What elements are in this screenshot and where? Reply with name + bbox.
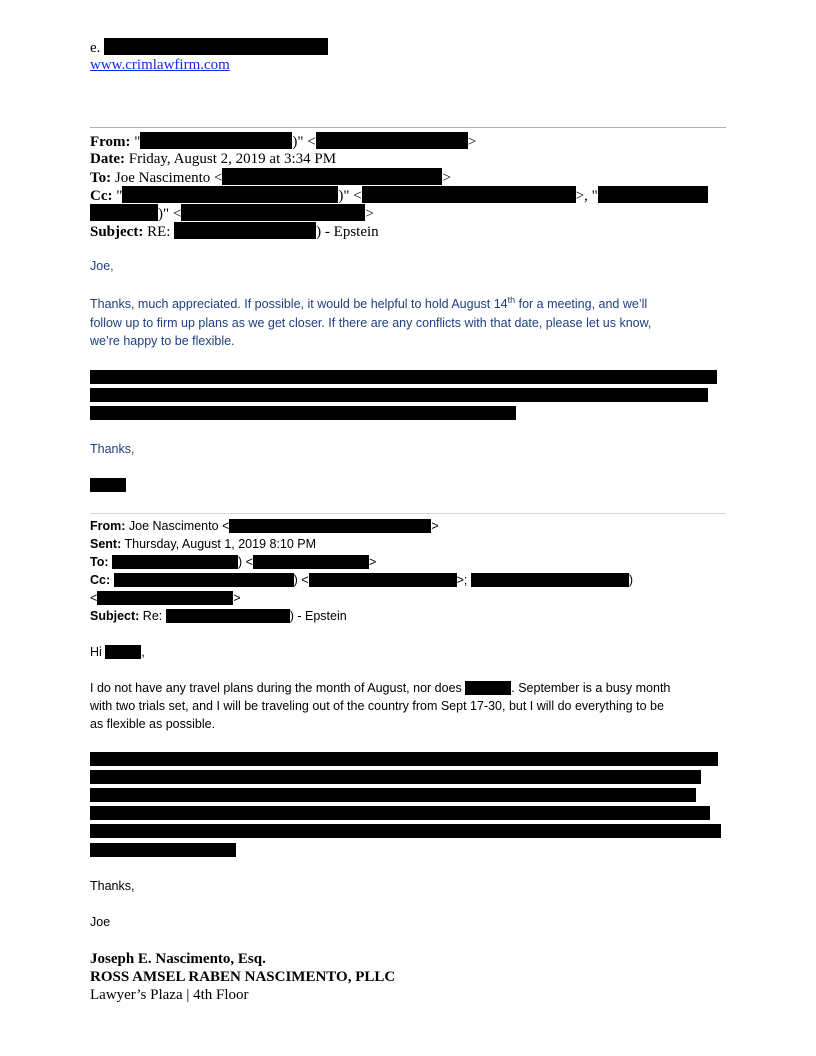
redaction-block xyxy=(90,824,721,838)
redaction-block xyxy=(90,843,236,857)
redaction-block xyxy=(90,770,701,784)
to-name: Joe Nascimento xyxy=(114,170,211,186)
redaction xyxy=(105,645,141,659)
redaction xyxy=(166,609,290,623)
redaction-block xyxy=(90,806,710,820)
divider xyxy=(90,513,726,514)
email2-body-line-1 xyxy=(90,679,670,697)
signature-address: Lawyer’s Plaza | 4th Floor xyxy=(90,987,249,1003)
email2-closing: Thanks, xyxy=(90,879,135,893)
email-address-line xyxy=(90,38,328,57)
email2-body-text: I do not have any travel plans during the month of August, nor does xyxy=(90,681,462,695)
sent-value: Thursday, August 1, 2019 8:10 PM xyxy=(124,537,317,551)
redaction-block xyxy=(90,752,718,766)
email1-closing: Thanks, xyxy=(90,442,135,456)
subject-suffix: ) - Epstein xyxy=(289,609,347,623)
redaction xyxy=(316,132,468,149)
to-label: To: xyxy=(90,170,112,186)
redaction xyxy=(112,555,238,569)
redaction xyxy=(140,132,292,149)
email1-to-line: To: Joe Nascimento < > xyxy=(90,170,451,186)
redaction-block xyxy=(90,406,516,420)
redaction-block xyxy=(90,388,708,402)
redaction xyxy=(174,222,316,239)
email2-to-line: To: ) < > xyxy=(90,555,377,569)
redaction xyxy=(181,204,365,221)
email2-body-line-2: with two trials set, and I will be traveling out of the country from Sept 17-30, but I will do everything to be xyxy=(90,699,664,713)
email1-body-line-3: we’re happy to be flexible. xyxy=(90,334,235,348)
redaction xyxy=(90,204,158,221)
redaction xyxy=(309,573,457,587)
email1-greeting: Joe, xyxy=(90,259,114,273)
redaction-block xyxy=(90,478,126,492)
email1-body-text-cont: for a meeting, and we’ll xyxy=(515,297,648,311)
redaction xyxy=(471,573,629,587)
sent-label: Sent: xyxy=(90,537,122,551)
to-label: To: xyxy=(90,555,109,569)
signature-firm: ROSS AMSEL RABEN NASCIMENTO, PLLC xyxy=(90,969,396,985)
redaction xyxy=(114,573,294,587)
subject-prefix: Re: xyxy=(142,609,163,623)
date-value: Friday, August 2, 2019 at 3:34 PM xyxy=(128,151,337,167)
website-line xyxy=(90,56,230,74)
email2-body-line-3: as flexible as possible. xyxy=(90,717,216,731)
email1-subject-line xyxy=(90,222,379,241)
email1-cc-line: Cc: " )" < >, " xyxy=(90,186,708,205)
cc-label: Cc: xyxy=(90,188,113,204)
redaction xyxy=(465,681,511,695)
subject-label: Subject: xyxy=(90,224,144,240)
email2-sign-name: Joe xyxy=(90,915,111,929)
redaction xyxy=(598,186,708,203)
subject-suffix: ) - Epstein xyxy=(316,224,379,240)
redaction xyxy=(362,186,576,203)
subject-label: Subject: xyxy=(90,609,140,623)
email2-body-text-cont: . September is a busy month xyxy=(511,681,671,695)
redaction xyxy=(222,168,442,185)
divider xyxy=(90,127,726,128)
email2-greeting-line: Hi , xyxy=(90,645,145,659)
email1-from-line: From: " )" < > xyxy=(90,134,477,150)
redaction xyxy=(97,591,233,605)
redaction xyxy=(229,519,431,533)
redaction xyxy=(104,38,328,55)
from-label: From: xyxy=(90,519,126,533)
superscript: th xyxy=(507,295,516,305)
signature-name: Joseph E. Nascimento, Esq. xyxy=(90,951,266,967)
email1-date-line xyxy=(90,150,336,168)
email2-from-line: From: Joe Nascimento < > xyxy=(90,519,439,533)
redaction xyxy=(122,186,338,203)
email2-cc-line: Cc: ) < >; ) xyxy=(90,573,633,587)
date-label: Date: xyxy=(90,151,125,167)
email2-cc-line-2: < > xyxy=(90,591,241,605)
subject-prefix: RE: xyxy=(147,224,171,240)
email1-cc-line-2: )" < > xyxy=(90,204,374,223)
from-label: From: xyxy=(90,134,131,150)
redaction-block xyxy=(90,788,696,802)
from-name: Joe Nascimento xyxy=(128,519,219,533)
cc-label: Cc: xyxy=(90,573,111,587)
email2-sent-line xyxy=(90,535,316,553)
redaction-block xyxy=(90,370,717,384)
email1-body-line-1 xyxy=(90,295,647,313)
website-link[interactable]: www.crimlawfirm.com xyxy=(90,57,230,73)
email2-subject-line xyxy=(90,607,347,625)
email1-body-line-2: follow up to firm up plans as we get closer. If there are any conflicts with that date, please let us know, xyxy=(90,316,652,330)
email2-greeting: Hi xyxy=(90,645,102,659)
email-prefix: e. xyxy=(90,40,101,56)
email1-body-text: Thanks, much appreciated. If possible, it would be helpful to hold August 14 xyxy=(90,297,508,311)
redaction xyxy=(253,555,369,569)
